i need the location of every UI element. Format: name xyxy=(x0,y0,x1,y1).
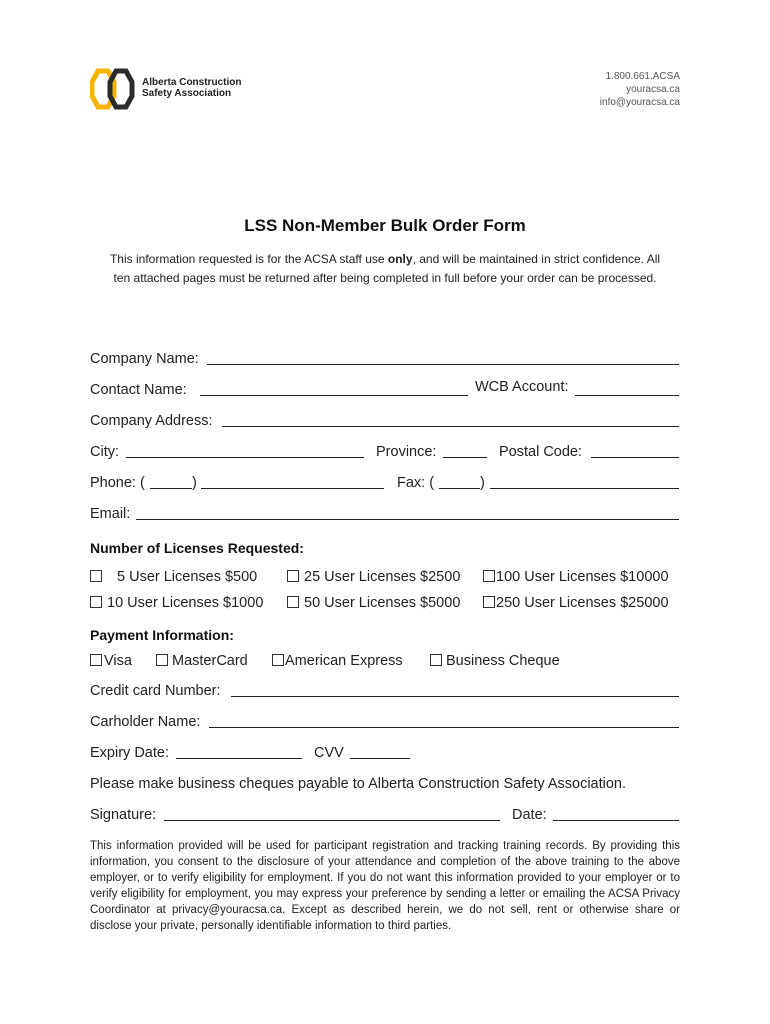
postal-code-label: Postal Code: xyxy=(499,444,583,460)
date-label: Date: xyxy=(512,807,547,823)
license-option-label: 5 User Licenses $500 xyxy=(117,569,258,585)
contact-name-field[interactable] xyxy=(200,395,468,396)
checkbox[interactable] xyxy=(287,570,299,582)
wcb-account-label: WCB Account: xyxy=(475,379,569,395)
contact-email: info@youracsa.ca xyxy=(599,97,680,108)
fax-label: Fax: ( xyxy=(397,475,435,491)
payment-option-visa[interactable] xyxy=(90,653,132,669)
credit-card-label: Credit card Number: xyxy=(90,683,221,699)
license-option-label: 25 User Licenses $2500 xyxy=(304,569,461,585)
city-field[interactable] xyxy=(126,457,364,458)
payment-option-cheque[interactable] xyxy=(430,653,560,669)
payment-option-label: Business Cheque xyxy=(446,653,560,669)
fax-close-paren: ) xyxy=(480,475,485,491)
intro-part1: This information requested is for the ACSA staff use xyxy=(109,252,388,266)
date-field[interactable] xyxy=(553,820,679,821)
carholder-label: Carholder Name: xyxy=(90,714,201,730)
payment-option-label: Visa xyxy=(104,653,132,669)
checkbox[interactable] xyxy=(287,596,299,608)
license-option-250[interactable] xyxy=(483,595,669,611)
credit-card-field[interactable] xyxy=(231,696,679,697)
license-option-100[interactable] xyxy=(483,569,669,585)
license-option-label: 50 User Licenses $5000 xyxy=(304,595,461,611)
intro-text xyxy=(100,250,670,288)
checkbox[interactable] xyxy=(272,654,284,666)
form-title: LSS Non-Member Bulk Order Form xyxy=(244,216,526,235)
email-field[interactable] xyxy=(136,519,679,520)
signature-label: Signature: xyxy=(90,807,157,823)
license-option-label: 100 User Licenses $10000 xyxy=(496,569,669,585)
payment-option-label: MasterCard xyxy=(172,653,248,669)
postal-code-field[interactable] xyxy=(591,457,679,458)
org-name-line1: Alberta Construction xyxy=(142,77,242,88)
checkbox[interactable] xyxy=(483,570,495,582)
fax-number-field[interactable] xyxy=(490,488,679,489)
contact-block xyxy=(600,70,680,109)
signature-field[interactable] xyxy=(164,820,500,821)
province-field[interactable] xyxy=(443,457,487,458)
phone-area-code-field[interactable] xyxy=(150,488,192,489)
payment-option-label: American Express xyxy=(285,653,403,669)
company-address-field[interactable] xyxy=(222,426,679,427)
checkbox[interactable] xyxy=(483,596,495,608)
payment-heading: Payment Information: xyxy=(90,627,234,643)
license-option-label: 250 User Licenses $25000 xyxy=(496,595,669,611)
email-label: Email: xyxy=(90,506,131,522)
cvv-label: CVV xyxy=(314,745,344,761)
license-option-label: 10 User Licenses $1000 xyxy=(107,595,264,611)
company-name-label: Company Name: xyxy=(90,351,199,367)
cvv-field[interactable] xyxy=(350,758,410,759)
checkbox[interactable] xyxy=(156,654,168,666)
cheque-note: Please make business cheques payable to Alberta Construction Safety Association. xyxy=(90,776,627,792)
checkbox[interactable] xyxy=(90,570,102,582)
intro-bold: only xyxy=(387,252,413,266)
city-label: City: xyxy=(90,444,119,460)
company-name-field[interactable] xyxy=(207,364,679,365)
contact-phone: 1.800.661.ACSA xyxy=(605,71,680,82)
privacy-notice: This information provided will be used for participant registration and tracking training records. By providing this information, you consent to the disclosure of your attendance and completion of the above training to the above employer, or to verify eligibility for employment. If you do not want this information provided to your employer or to verify eligibility for employment, you may express your preference by sending a letter or emailing the ACSA Privacy Coordinator at privacy@youracsa.ca. Except as described herein, we do not sell, rent or otherwise share or disclose your private, personally identifiable information to third parties. xyxy=(90,840,680,932)
checkbox[interactable] xyxy=(90,596,102,608)
phone-label: Phone: ( xyxy=(90,475,145,491)
intro-part2: , and will be maintained in strict confidence. All ten attached pages must be returned after being completed in full before your order can be processed. xyxy=(113,252,661,285)
license-option-50[interactable] xyxy=(287,595,460,611)
fax-area-code-field[interactable] xyxy=(439,488,480,489)
expiry-label: Expiry Date: xyxy=(90,745,169,761)
phone-close-paren: ) xyxy=(192,475,197,491)
carholder-field[interactable] xyxy=(209,727,679,728)
province-label: Province: xyxy=(376,444,437,460)
licenses-heading: Number of Licenses Requested: xyxy=(90,540,304,556)
expiry-field[interactable] xyxy=(176,758,302,759)
contact-website: youracsa.ca xyxy=(626,84,680,95)
org-name-line2: Safety Association xyxy=(142,88,232,99)
company-address-label: Company Address: xyxy=(90,413,213,429)
wcb-account-field[interactable] xyxy=(575,395,679,396)
org-name xyxy=(142,77,241,99)
payment-option-mastercard[interactable] xyxy=(156,653,248,669)
license-option-25[interactable] xyxy=(287,569,460,585)
license-option-10[interactable] xyxy=(90,595,263,611)
payment-option-amex[interactable] xyxy=(272,653,403,669)
license-option-5[interactable] xyxy=(90,569,257,585)
phone-number-field[interactable] xyxy=(201,488,384,489)
contact-name-label: Contact Name: xyxy=(90,382,187,398)
checkbox[interactable] xyxy=(90,654,102,666)
checkbox[interactable] xyxy=(430,654,442,666)
